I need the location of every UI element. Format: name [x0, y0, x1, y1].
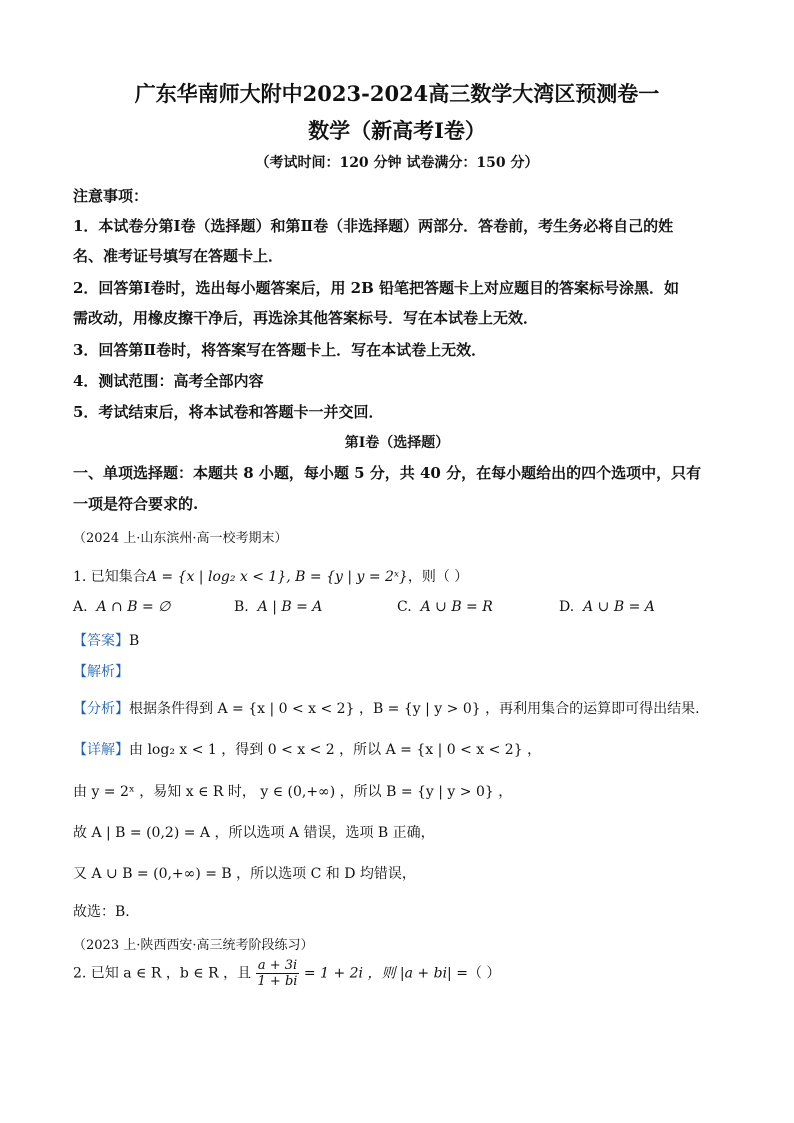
answer-tag: 【答案】	[73, 633, 129, 649]
option-a	[73, 599, 170, 615]
solution-line: 故选：B.	[73, 904, 130, 920]
fenxi-line	[73, 698, 700, 718]
notice-line: 3．回答第Ⅱ卷时，将答案写在答题卡上．写在本试卷上无效．	[73, 341, 487, 359]
notice-line: 5．考试结束后，将本试卷和答题卡一并交回．	[73, 403, 384, 421]
xiangjie-tag: 【详解】	[73, 742, 129, 758]
notice-line: 1．本试卷分第Ⅰ卷（选择题）和第Ⅱ卷（非选择题）两部分．答卷前，考生务必将自己的姓	[73, 217, 674, 235]
option-label: D.	[559, 599, 575, 615]
solution-line: 又 A ∪ B = (0,+∞) = B ，所以选项 C 和 D 均错误，	[73, 866, 416, 882]
solution-line: 由 y = 2ˣ ，易知 x ∈ R 时， y ∈ (0,+∞) ，所以 B = {y | y > 0} ，	[73, 784, 513, 800]
fraction-denominator: 1 + bi	[257, 974, 298, 989]
analysis-tag: 【解析】	[73, 664, 129, 680]
notice-line: 名、准考证号填写在答题卡上．	[73, 247, 284, 265]
part-title: 第Ⅰ卷（选择题）	[344, 435, 450, 451]
notice-heading: 注意事项：	[73, 187, 149, 205]
answer-line	[73, 630, 139, 650]
option-text: A ∩ B = ∅	[96, 599, 171, 615]
analysis-line	[73, 661, 129, 681]
page-subtitle: 数学（新高考I卷）	[308, 118, 486, 143]
option-label: B.	[234, 599, 249, 615]
option-text: A ∪ B = R	[420, 599, 493, 615]
exam-meta: （考试时间：120 分钟 试卷满分：150 分）	[255, 155, 539, 171]
solution-line: 故 A | B = (0,2) = A ，所以选项 A 错误，选项 B 正确，	[73, 825, 435, 841]
option-text: A | B = A	[257, 599, 323, 615]
xiangjie-line	[73, 739, 541, 759]
question-source: （2024 上·山东滨州·高一校考期末）	[73, 531, 288, 546]
fenxi-text: 根据条件得到 A = {x | 0 < x < 2} ，B = {y | y > 0} ，再利用集合的运算即可得出结果.	[129, 701, 700, 717]
section-instruction: 一项是符合要求的.	[73, 495, 199, 513]
answer-value: B	[129, 633, 140, 649]
xiangjie-text: 由 log₂ x < 1 ，得到 0 < x < 2 ，所以 A = {x | 0 < x < 2} ，	[129, 742, 542, 758]
fraction	[256, 958, 300, 989]
page-title: 广东华南师大附中2023-2024高三数学大湾区预测卷一	[134, 81, 660, 106]
option-c	[397, 599, 493, 615]
option-text: A ∪ B = A	[583, 599, 655, 615]
notice-line: 需改动，用橡皮擦干净后，再选涂其他答案标号．写在本试卷上无效．	[73, 309, 539, 327]
fenxi-tag: 【分析】	[73, 701, 129, 717]
section-instruction: 一、单项选择题：本题共 8 小题，每小题 5 分，共 40 分，在每小题给出的四个选项中，只有	[73, 464, 702, 482]
stem-prefix: 1. 已知集合	[73, 569, 147, 585]
stem-suffix: ，则（ ）	[407, 569, 469, 585]
question-stem	[73, 566, 468, 586]
option-label: C.	[397, 599, 412, 615]
notice-line: 4．测试范围：高考全部内容	[73, 372, 264, 390]
question-stem	[73, 958, 500, 989]
fraction-numerator: a + 3i	[256, 958, 300, 974]
stem-suffix: =（ ）	[456, 965, 501, 982]
stem-abs: |a + bi|	[399, 965, 452, 982]
option-label: A.	[73, 599, 88, 615]
notice-line: 2．回答第Ⅰ卷时，选出每小题答案后，用 2B 铅笔把答题卡上对应题目的答案标号涂黑．如	[73, 279, 680, 297]
option-b	[234, 599, 322, 615]
stem-math: A = {x | log₂ x < 1}, B = {y | y = 2ˣ}	[146, 569, 408, 585]
stem-middle: = 1 + 2i ，则	[303, 965, 396, 982]
stem-prefix: 2. 已知 a ∈ R ，b ∈ R ，且	[73, 965, 252, 982]
question-source: （2023 上·陕西西安·高三统考阶段练习）	[73, 938, 314, 953]
option-d	[559, 599, 655, 615]
